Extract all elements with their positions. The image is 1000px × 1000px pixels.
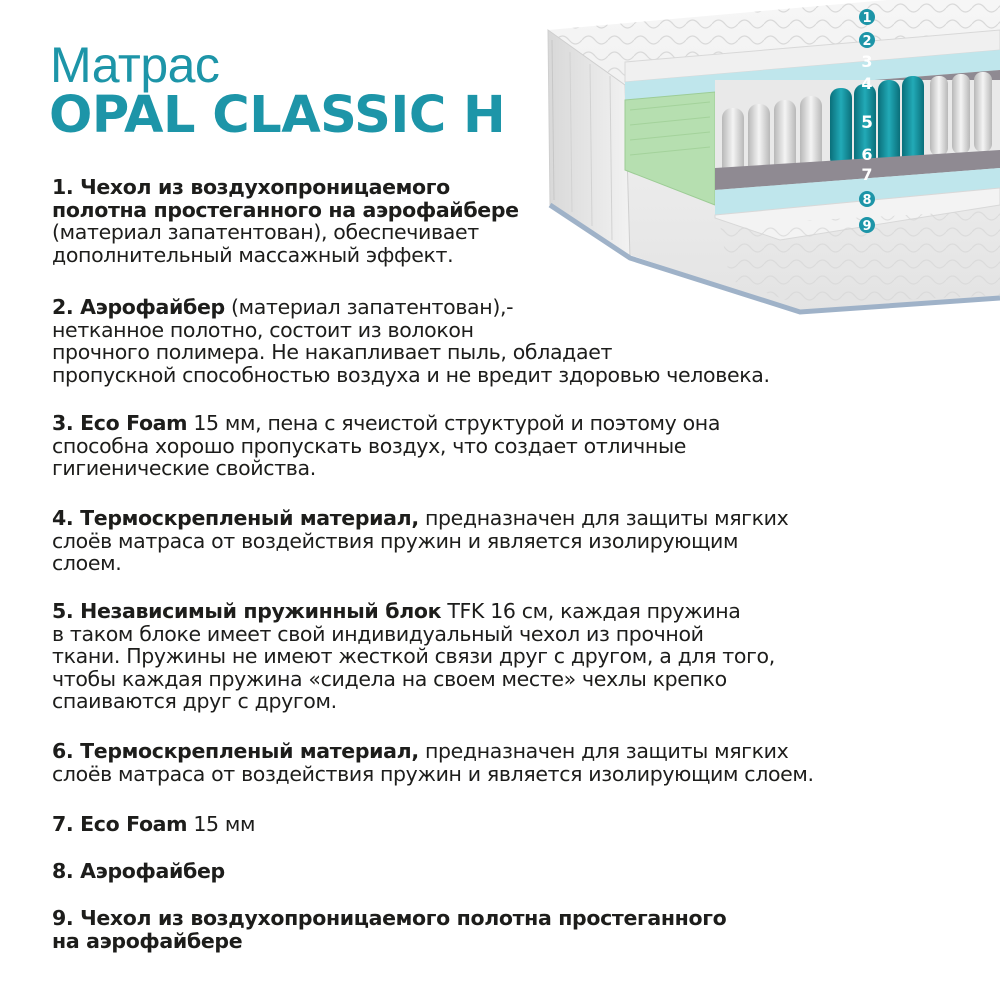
item-5-line-2: ткани. Пружины не имеют жесткой связи друг с другом, а для того, bbox=[52, 644, 775, 668]
item-4-rest: предназначен для защиты мягких bbox=[418, 506, 789, 530]
layer-description-4 bbox=[52, 507, 788, 575]
svg-text:5: 5 bbox=[861, 113, 873, 133]
item-2-line-3: пропускной способностью воздуха и не вредит здоровью человека. bbox=[52, 362, 770, 387]
layer-badge-4 bbox=[861, 74, 872, 93]
item-2-rest: (материал запатентован),- bbox=[224, 295, 514, 319]
layer-badge-5 bbox=[861, 113, 873, 133]
item-5-line-3: чтобы каждая пружина «сидела на своем месте» чехлы крепко bbox=[52, 666, 727, 691]
layer-badge-6 bbox=[861, 145, 872, 164]
title-line-1: Матрас bbox=[50, 37, 220, 93]
item-4-line-1: слоёв матраса от воздействия пружин и является изолирующим bbox=[52, 528, 739, 553]
item-2-line-2: прочного полимера. Не накапливает пыль, обладает bbox=[52, 340, 613, 364]
item-2-heading: 2. Аэрофайбер bbox=[52, 295, 225, 319]
item-7-rest: 15 мм bbox=[187, 812, 256, 836]
layer-description-7 bbox=[52, 813, 255, 836]
item-1-line-2: (материал запатентован), обеспечивает bbox=[52, 220, 479, 244]
svg-text:1: 1 bbox=[862, 11, 872, 26]
svg-text:8: 8 bbox=[862, 193, 872, 208]
svg-text:4: 4 bbox=[861, 74, 873, 93]
item-8-heading: 8. Аэрофайбер bbox=[52, 859, 225, 883]
item-1-heading: 1. Чехол из воздухопроницаемого bbox=[52, 175, 450, 199]
layer-description-8 bbox=[52, 860, 225, 883]
item-5-line-1: в таком блоке имеет свой индивидуальный чехол из прочной bbox=[52, 621, 704, 646]
item-1-line-1: полотна простеганного на аэрофайбере bbox=[52, 197, 519, 222]
item-4-heading: 4. Термоскрепленый материал, bbox=[52, 506, 419, 530]
item-2-line-1: нетканное полотно, состоит из волокон bbox=[52, 317, 474, 342]
layer-description-2 bbox=[52, 296, 770, 386]
svg-text:9: 9 bbox=[862, 219, 872, 234]
layer-description-1 bbox=[52, 176, 519, 266]
layer-badge-3 bbox=[861, 52, 872, 71]
layer-description-3 bbox=[52, 412, 720, 480]
layer-description-9 bbox=[52, 907, 726, 952]
layer-badge-7 bbox=[861, 165, 872, 184]
product-name: OPAL CLASSIC H bbox=[49, 86, 506, 145]
layer-description-5 bbox=[52, 600, 775, 713]
item-6-rest: предназначен для защиты мягких bbox=[418, 739, 789, 763]
item-3-line-2: гигиенические свойства. bbox=[52, 456, 316, 480]
mattress-layers-illustration bbox=[530, 0, 1000, 320]
svg-text:6: 6 bbox=[861, 145, 873, 164]
item-4-line-2: слоем. bbox=[52, 551, 122, 575]
item-7-heading: 7. Eco Foam bbox=[52, 812, 188, 836]
layer-number-badges bbox=[859, 9, 875, 234]
item-3-heading: 3. Eco Foam bbox=[52, 411, 188, 435]
item-3-line-1: способна хорошо пропускать воздух, что создает отличные bbox=[52, 433, 687, 458]
item-6-line-1: слоёв матраса от воздействия пружин и является изолирующим слоем. bbox=[52, 761, 814, 786]
item-5-rest: TFK 16 см, каждая пружина bbox=[441, 599, 741, 623]
item-3-rest: 15 мм, пена с ячеистой структурой и поэтому она bbox=[187, 411, 721, 435]
item-9-heading: 9. Чехол из воздухопроницаемого полотна простеганного bbox=[52, 906, 727, 930]
item-5-line-4: спаиваются друг с другом. bbox=[52, 689, 337, 713]
item-6-heading: 6. Термоскрепленый материал, bbox=[52, 739, 419, 763]
svg-text:3: 3 bbox=[861, 52, 873, 71]
svg-text:2: 2 bbox=[862, 34, 872, 49]
svg-text:7: 7 bbox=[861, 165, 873, 184]
layer-description-6 bbox=[52, 740, 814, 785]
item-1-line-3: дополнительный массажный эффект. bbox=[52, 242, 454, 267]
item-5-heading: 5. Независимый пружинный блок bbox=[52, 599, 442, 623]
item-9-line-1: на аэрофайбере bbox=[52, 928, 243, 953]
